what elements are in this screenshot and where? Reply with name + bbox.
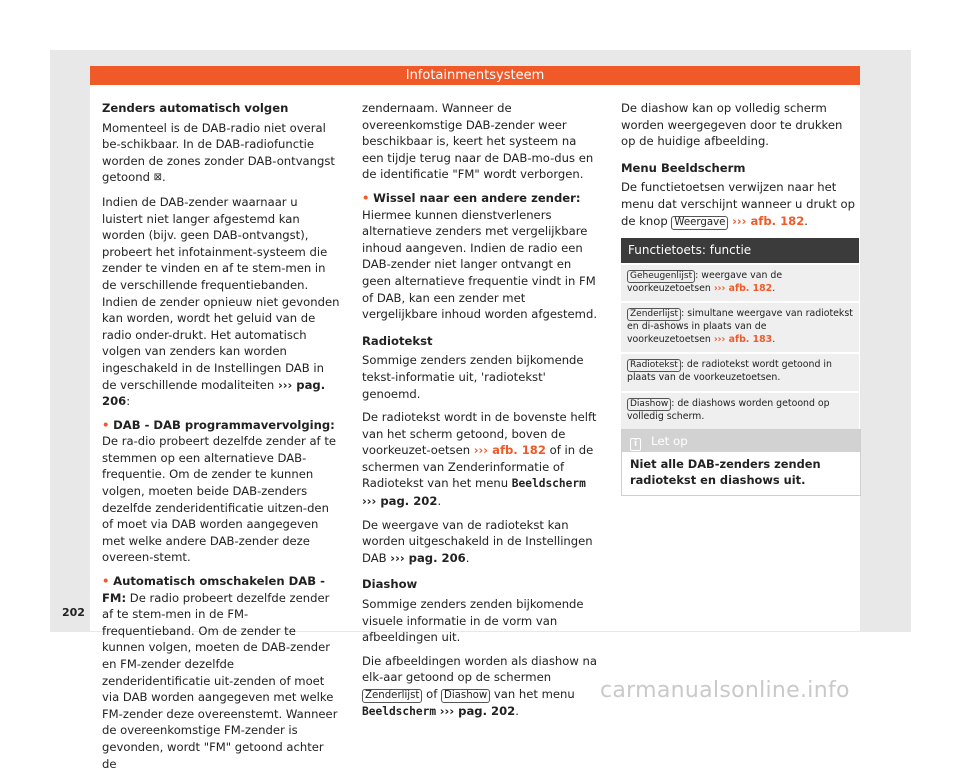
figure-ref-link[interactable]: ››› afb. 182	[713, 283, 773, 294]
column-2	[362, 100, 600, 728]
table-header: Functietoets: functie	[621, 238, 859, 263]
paragraph: De diashow kan op volledig scherm worden weergegeven door te drukken op de huidige afbeelding.	[621, 101, 843, 149]
section-header	[90, 66, 860, 85]
note-box	[621, 429, 861, 496]
column-3	[621, 100, 859, 237]
weergave-key[interactable]: Weergave	[671, 216, 728, 230]
table-row: Zenderlijst : simultane weergave van radiotekst en di-ashows in plaats van de voorkeuzetoetsen ››› afb. 183.	[621, 303, 859, 352]
bullet-item: • DAB - DAB programmavervolging: De ra-dio probeert dezelfde zender af te stemmen op een alternatieve DAB-frequentie. Om de zender te kunnen volgen, moeten beide DAB-zenders dezelfde zenderidentificatie uitzen-den of moet via DAB worden aangegeven met welke andere DAB-zender deze overeen-stemt.	[102, 417, 336, 565]
page-ref-link[interactable]: ››› pag. 202	[362, 494, 438, 509]
section-title: Infotainmentsysteem	[405, 68, 545, 83]
note-text: Niet alle DAB-zenders zenden radiotekst en diashows uit.	[630, 457, 821, 487]
paragraph: Sommige zenders zenden bijkomende tekst-informatie uit, 'radiotekst' genoemd.	[362, 353, 584, 401]
page-number: 202	[62, 606, 85, 619]
heading-radiotekst: Radiotekst	[362, 333, 433, 348]
heading-diashow: Diashow	[362, 577, 418, 592]
page-ref-link[interactable]: ››› pag. 206	[102, 377, 326, 409]
figure-ref-link[interactable]: ››› afb. 182	[473, 443, 546, 458]
paragraph: De weergave van de radiotekst kan worden uitgeschakeld in de Instellingen DAB ››› pag. 206.	[362, 517, 593, 565]
page-ref-link[interactable]: ››› pag. 202	[439, 704, 516, 718]
paragraph: De functietoetsen verwijzen naar het menu dat verschijnt wanneer u drukt op de knop Weergave ››› afb. 182.	[621, 180, 855, 228]
info-icon: i	[630, 438, 641, 451]
diashow-key[interactable]: Diashow	[441, 689, 490, 703]
table-row: Geheugenlijst : weergave van de voorkeuzetoetsen ››› afb. 182.	[621, 265, 859, 301]
paragraph: Sommige zenders zenden bijkomende visuele informatie in de vorm van afbeeldingen uit.	[362, 597, 584, 645]
zenderlijst-key[interactable]: Zenderlijst	[627, 308, 681, 321]
menu-name: Beeldscherm	[511, 477, 586, 491]
heading-menu-beeldscherm: Menu Beeldscherm	[621, 160, 746, 175]
page-ref-link[interactable]: ››› pag. 206	[390, 550, 466, 565]
column-1	[102, 100, 340, 779]
bullet-icon: •	[102, 417, 110, 432]
figure-ref-link[interactable]: ››› afb. 183	[713, 333, 773, 345]
geheugenlijst-key[interactable]: Geheugenlijst	[627, 270, 695, 283]
bullet-icon: •	[102, 574, 110, 589]
radiotekst-key[interactable]: Radiotekst	[627, 359, 681, 372]
paragraph: Die afbeeldingen worden als diashow na elk-aar getoond op de schermen Zenderlijst of Diashow van het menu Beeldscherm ››› pag. 202.	[362, 653, 597, 718]
table-row: Radiotekst : de radiotekst wordt getoond in plaats van de voorkeuzetoetsen.	[621, 354, 859, 390]
paragraph: Indien de DAB-zender waarnaar u luistert niet langer afgestemd kan worden (bijv. geen DAB-ontvangst), probeert het infotainment-systeem die zender te vinden en af te stem-men in de verschillende frequentiebanden. Indien de zender opnieuw niet gevonden kan worden, wordt het geluid van de radio onder-drukt. Het automatisch volgen van zenders kan worden ingeschakeld in de Instellingen DAB in de verschillende modaliteiten ››› pag. 206:	[102, 194, 340, 409]
diashow-key[interactable]: Diashow	[627, 398, 671, 411]
watermark-site: carmanualsonline.info	[600, 678, 850, 703]
menu-name: Beeldscherm	[362, 705, 437, 718]
figure-ref-link[interactable]: ››› afb. 182	[732, 213, 805, 228]
heading-zenders-volgen: Zenders automatisch volgen	[102, 101, 289, 115]
paragraph: Momenteel is de DAB-radio niet overal be-schikbaar. In de DAB-radiofunctie worden de zones zonder DAB-ontvangst getoond ⊠.	[102, 120, 340, 187]
bullet-item: • Wissel naar een andere zender: Hiermee kunnen dienstverleners alternatieve zenders met vergelijkbare inhoud aangeven. Indien de radio een DAB-zender niet langer ontvangt en geen alternatieve frequentie vindt in FM of DAB, kan een zender met vergelijkbare inhoud worden afgestemd.	[362, 190, 598, 322]
no-signal-icon: ⊠	[153, 172, 163, 184]
zenderlijst-key[interactable]: Zenderlijst	[362, 689, 422, 703]
bullet-item: • Automatisch omschakelen DAB - FM: De radio probeert dezelfde zender af te stem-men in de FM-frequentieband. Om de zender te kunnen volgen, moeten de DAB-zender en FM-zender dezelfde zenderidentificatie uit-zenden of moet via DAB worden aangegeven met welke FM-zender deze overeenstemt. Wanneer de overeenkomstige FM-zender is gevonden, wordt "FM" getoond achter de	[102, 574, 338, 771]
note-title: Let op	[651, 434, 688, 448]
bullet-icon: •	[362, 190, 370, 205]
table-row: Diashow : de diashows worden getoond op volledig scherm.	[621, 393, 859, 429]
paragraph: De radiotekst wordt in de bovenste helft van het scherm getoond, boven de voorkeuzet-oetsen ››› afb. 182 of in de schermen van Zenderinformatie of Radiotekst van het menu Beeldscherm ››› pag. 202.	[362, 410, 597, 509]
function-key-table	[621, 238, 859, 429]
paragraph: zendernaam. Wanneer de overeenkomstige DAB-zender weer beschikbaar is, keert het systeem na een tijdje terug naar de DAB-mo-dus en de identificatie "FM" wordt verborgen.	[362, 101, 594, 182]
note-header	[622, 430, 860, 452]
